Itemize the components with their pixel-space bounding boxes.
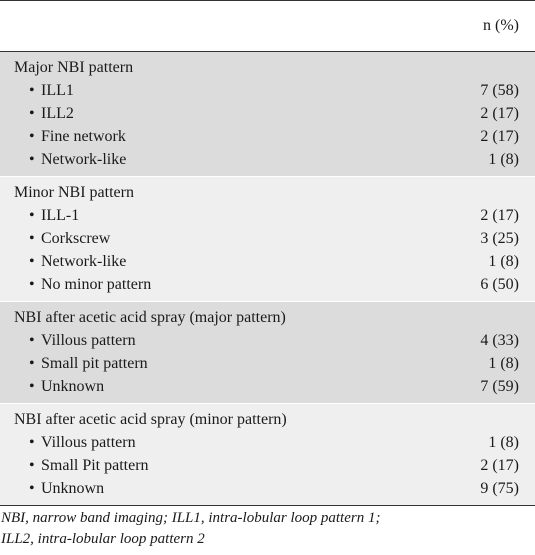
- table-header: [0, 1, 535, 52]
- row-value: 1 (8): [488, 355, 519, 372]
- row-label: Small Pit pattern: [41, 457, 149, 474]
- bullet-icon: •: [29, 332, 35, 349]
- bullet-icon: •: [29, 378, 35, 395]
- row-label: ILL2: [41, 105, 74, 122]
- section-title: Minor NBI pattern: [14, 184, 134, 201]
- bullet-icon: •: [29, 207, 35, 224]
- bullet-icon: •: [29, 253, 35, 270]
- section-minor-nbi: [0, 176, 535, 301]
- section-acetic-minor: [0, 403, 535, 505]
- row-label: Unknown: [41, 378, 105, 395]
- table-row: [0, 329, 535, 352]
- section-title: NBI after acetic acid spray (minor pattern): [14, 411, 287, 428]
- row-label: Unknown: [41, 480, 105, 497]
- table-footnote: [0, 506, 535, 550]
- row-value: 7 (59): [480, 378, 519, 395]
- row-label: Corkscrew: [41, 230, 111, 247]
- row-value: 2 (17): [480, 128, 519, 145]
- table-row: [0, 227, 535, 250]
- bullet-icon: •: [29, 151, 35, 168]
- row-value: 1 (8): [488, 151, 519, 168]
- bullet-icon: •: [29, 480, 35, 497]
- footnote-line: ILL2, intra-lobular loop pattern 2: [1, 531, 205, 547]
- table-row: [0, 375, 535, 398]
- table-row: [0, 204, 535, 227]
- row-label: Villous pattern: [41, 332, 136, 349]
- row-label: Small pit pattern: [41, 355, 148, 372]
- row-label: ILL-1: [41, 207, 80, 224]
- bullet-icon: •: [29, 457, 35, 474]
- row-label: No minor pattern: [41, 276, 152, 293]
- row-value: 4 (33): [480, 332, 519, 349]
- row-value: 1 (8): [488, 434, 519, 451]
- row-label: Fine network: [41, 128, 126, 145]
- row-label: Network-like: [41, 151, 127, 168]
- row-label: Villous pattern: [41, 434, 136, 451]
- row-value: 2 (17): [480, 105, 519, 122]
- row-value: 3 (25): [480, 230, 519, 247]
- section-title: Major NBI pattern: [14, 59, 134, 76]
- row-value: 6 (50): [480, 276, 519, 293]
- bullet-icon: •: [29, 276, 35, 293]
- row-value: 7 (58): [480, 82, 519, 99]
- table-row: [0, 125, 535, 148]
- row-value: 2 (17): [480, 207, 519, 224]
- table-row: [0, 79, 535, 102]
- table-row: [0, 477, 535, 500]
- bullet-icon: •: [29, 82, 35, 99]
- bullet-icon: •: [29, 105, 35, 122]
- table-row: [0, 148, 535, 171]
- bullet-icon: •: [29, 230, 35, 247]
- column-header-n-percent: n (%): [483, 17, 519, 34]
- footnote-line: NBI, narrow band imaging; ILL1, intra-lobular loop pattern 1;: [1, 510, 381, 526]
- row-value: 9 (75): [480, 480, 519, 497]
- section-major-nbi: [0, 52, 535, 176]
- table-row: [0, 102, 535, 125]
- bullet-icon: •: [29, 128, 35, 145]
- row-label: Network-like: [41, 253, 127, 270]
- section-title: NBI after acetic acid spray (major pattern): [14, 309, 286, 326]
- table-row: [0, 273, 535, 296]
- row-value: 2 (17): [480, 457, 519, 474]
- table-row: [0, 431, 535, 454]
- table-row: [0, 454, 535, 477]
- table-row: [0, 250, 535, 273]
- section-acetic-major: [0, 301, 535, 403]
- table-row: [0, 352, 535, 375]
- row-label: ILL1: [41, 82, 74, 99]
- bullet-icon: •: [29, 355, 35, 372]
- bullet-icon: •: [29, 434, 35, 451]
- row-value: 1 (8): [488, 253, 519, 270]
